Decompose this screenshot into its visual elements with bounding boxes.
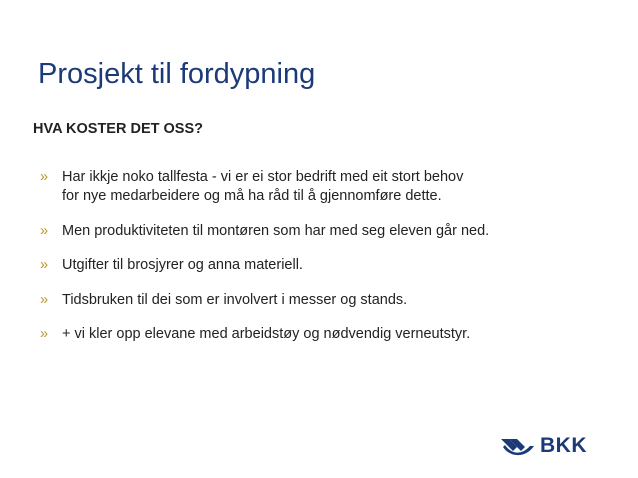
slide-title: Prosjekt til fordypning (38, 58, 316, 90)
bullet-text-line: for nye medarbeidere og må ha råd til å gjennomføre dette. (62, 188, 442, 204)
bullet-item-3 (40, 256, 610, 275)
bullet-marker: » (40, 257, 49, 273)
bkk-logo-text: BKK (540, 434, 587, 457)
bullet-list (40, 168, 610, 360)
bullet-text-line: Har ikkje noko tallfesta - vi er ei stor bedrift med eit stort behov (62, 169, 464, 185)
bkk-logo-icon (500, 436, 538, 456)
bullet-text-line: + vi kler opp elevane med arbeidstøy og nødvendig verneutstyr. (62, 326, 471, 342)
bkk-logo (500, 433, 604, 459)
bullet-item-2 (40, 222, 610, 241)
bullet-text-line: Men produktiviteten til montøren som har med seg eleven går ned. (62, 222, 490, 239)
bullet-marker: » (40, 291, 49, 308)
slide-subtitle: HVA KOSTER DET OSS? (33, 121, 203, 137)
bullet-item-4 (40, 291, 610, 310)
bullet-item-1 (40, 168, 610, 206)
bullet-marker: » (40, 222, 49, 239)
bullet-text-line: Utgifter til brosjyrer og anna materiell. (62, 257, 303, 273)
bullet-marker: » (40, 169, 49, 185)
bullet-item-5 (40, 325, 610, 344)
bullet-marker: » (40, 326, 49, 342)
bullet-text-line: Tidsbruken til dei som er involvert i messer og stands. (62, 291, 408, 308)
